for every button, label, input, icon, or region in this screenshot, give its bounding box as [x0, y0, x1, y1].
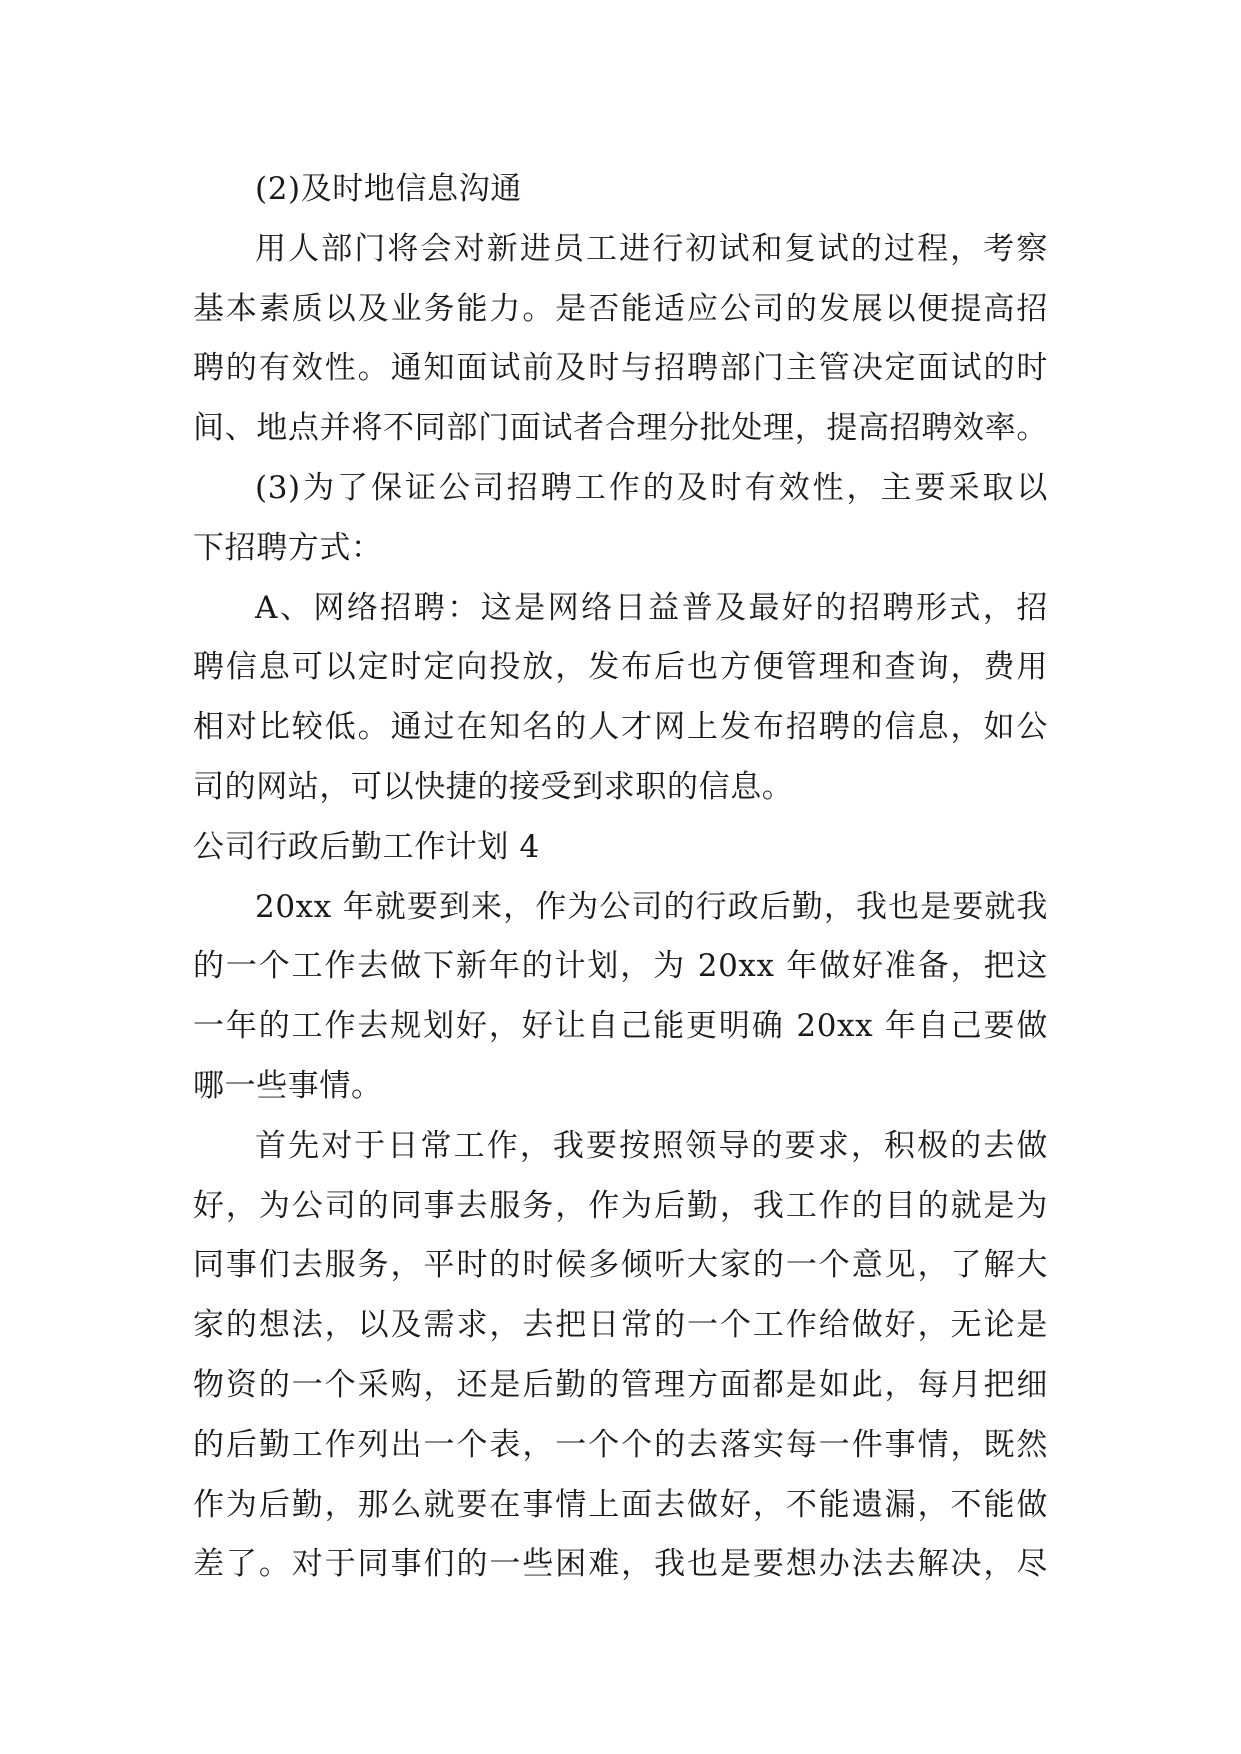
text-line: 的后勤工作列出一个表，一个个的去落实每一件事情，既然: [193, 1426, 1048, 1463]
text-line: 物资的一个采购，还是后勤的管理方面都是如此，每月把细: [193, 1366, 1048, 1403]
document-body: [193, 160, 1048, 1595]
text-line: 首先对于日常工作，我要按照领导的要求，积极的去做: [255, 1127, 1048, 1164]
text-line: (2)及时地信息沟通: [255, 171, 522, 207]
text-line: 相对比较低。通过在知名的人才网上发布招聘的信息，如公: [193, 709, 1048, 746]
text-line: 差了。对于同事们的一些困难，我也是要想办法去解决，尽: [193, 1546, 1048, 1583]
text-line: 哪一些事情。: [193, 1067, 383, 1104]
text-line: 同事们去服务，平时的时候多倾听大家的一个意见，了解大: [193, 1247, 1048, 1284]
text-line: 间、地点并将不同部门面试者合理分批处理，提高招聘效率。: [193, 410, 1048, 447]
text-line: 的一个工作去做下新年的计划，为 20xx 年做好准备，把这: [193, 948, 1048, 985]
text-line: 聘的有效性。通知面试前及时与招聘部门主管决定面试的时: [193, 350, 1048, 387]
text-line: 公司行政后勤工作计划 4: [193, 828, 540, 865]
text-line: A、网络招聘：这是网络日益普及最好的招聘形式，招: [255, 589, 1048, 626]
text-line: 作为后勤，那么就要在事情上面去做好，不能遗漏，不能做: [193, 1486, 1048, 1523]
text-line: 家的想法，以及需求，去把日常的一个工作给做好，无论是: [193, 1307, 1048, 1344]
text-line: 好，为公司的同事去服务，作为后勤，我工作的目的就是为: [193, 1187, 1048, 1224]
text-line: 20xx 年就要到来，作为公司的行政后勤，我也是要就我: [255, 888, 1048, 925]
text-line: 司的网站，可以快捷的接受到求职的信息。: [193, 768, 794, 805]
text-line: 用人部门将会对新进员工进行初试和复试的过程，考察: [255, 230, 1048, 267]
text-line: (3)为了保证公司招聘工作的及时有效性，主要采取以: [255, 469, 1048, 506]
text-line: 下招聘方式：: [193, 529, 383, 566]
text-line: 聘信息可以定时定向投放，发布后也方便管理和查询，费用: [193, 649, 1048, 686]
text-line: 一年的工作去规划好，好让自己能更明确 20xx 年自己要做: [193, 1008, 1048, 1045]
text-line: 基本素质以及业务能力。是否能适应公司的发展以便提高招: [193, 290, 1048, 327]
